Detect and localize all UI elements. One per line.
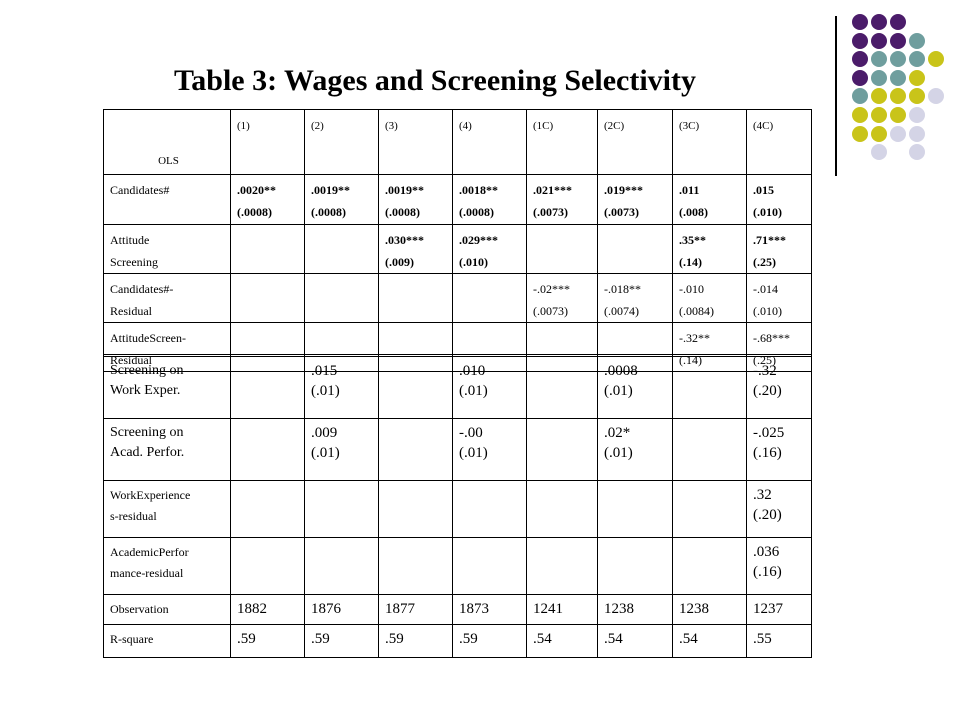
- table-cell: [453, 274, 527, 323]
- table-cell: -.010 (.0084): [673, 274, 747, 323]
- decorative-divider: [835, 16, 837, 176]
- table-cell: [379, 538, 453, 595]
- decorative-dot: [890, 33, 906, 49]
- table-cell: .54: [527, 625, 598, 658]
- table-cell: 1873: [453, 595, 527, 625]
- row-label: Candidates#- Residual: [104, 274, 231, 323]
- decorative-dot: [871, 33, 887, 49]
- table-cell: .59: [231, 625, 305, 658]
- header-corner-ols: OLS: [104, 110, 231, 175]
- decorative-dot: [852, 88, 868, 104]
- decorative-dot: [852, 70, 868, 86]
- row-label: Attitude Screening: [104, 225, 231, 274]
- table-cell: .54: [598, 625, 673, 658]
- row-label: AcademicPerfor mance-residual: [104, 538, 231, 595]
- table-cell: .59: [305, 625, 379, 658]
- table-cell: .036 (.16): [747, 538, 812, 595]
- row-label: Screening on Acad. Perfor.: [104, 419, 231, 481]
- table-row: [104, 538, 812, 595]
- table-row: [104, 625, 812, 658]
- table-cell: [598, 225, 673, 274]
- column-header: (3): [379, 110, 453, 175]
- row-label: Observation: [104, 595, 231, 625]
- table-row: [104, 175, 812, 225]
- table-cell: [305, 538, 379, 595]
- table-cell: [673, 481, 747, 538]
- decorative-dot: [852, 14, 868, 30]
- table-cell: .35** (.14): [673, 225, 747, 274]
- table-cell: .010 (.01): [453, 356, 527, 419]
- table-cell: [379, 481, 453, 538]
- column-header: (4): [453, 110, 527, 175]
- table-cell: [453, 538, 527, 595]
- decorative-dot: [871, 126, 887, 142]
- decorative-dot: [890, 88, 906, 104]
- decorative-dot: [909, 51, 925, 67]
- table-row: [104, 419, 812, 481]
- table-header-row: [104, 110, 812, 175]
- table-cell: .0018** (.0008): [453, 175, 527, 225]
- row-label: Screening on Work Exper.: [104, 356, 231, 419]
- table-cell: [527, 481, 598, 538]
- table-cell: -.68*** (.25): [747, 323, 812, 372]
- decorative-dot: [909, 88, 925, 104]
- row-label: WorkExperience s-residual: [104, 481, 231, 538]
- table-cell: [673, 419, 747, 481]
- row-label: Candidates#: [104, 175, 231, 225]
- column-header: (3C): [673, 110, 747, 175]
- column-header: (4C): [747, 110, 812, 175]
- table-cell: .0019** (.0008): [379, 175, 453, 225]
- table-cell: .59: [379, 625, 453, 658]
- table-cell: [598, 481, 673, 538]
- table-cell: [527, 225, 598, 274]
- table-cell: -.02*** (.0073): [527, 274, 598, 323]
- row-label: R-square: [104, 625, 231, 658]
- table-cell: .015 (.010): [747, 175, 812, 225]
- decorative-dot: [909, 70, 925, 86]
- table-cell: .019*** (.0073): [598, 175, 673, 225]
- table-cell: 1237: [747, 595, 812, 625]
- table-cell: .71*** (.25): [747, 225, 812, 274]
- table-row: [104, 356, 812, 419]
- table-cell: 1238: [598, 595, 673, 625]
- decorative-dot: [890, 126, 906, 142]
- decorative-dot: [890, 14, 906, 30]
- column-header: (1): [231, 110, 305, 175]
- table-cell: [598, 538, 673, 595]
- slide-title: Table 3: Wages and Screening Selectivity: [174, 64, 696, 97]
- table-cell: 1241: [527, 595, 598, 625]
- table-cell: .021*** (.0073): [527, 175, 598, 225]
- table-cell: -.00 (.01): [453, 419, 527, 481]
- table-cell: [379, 356, 453, 419]
- table-cell: [379, 274, 453, 323]
- decorative-dot: [871, 70, 887, 86]
- decorative-dot: [890, 70, 906, 86]
- table-cell: .009 (.01): [305, 419, 379, 481]
- table-cell: [231, 356, 305, 419]
- table-cell: [231, 274, 305, 323]
- table-cell: .0019** (.0008): [305, 175, 379, 225]
- regression-table-bottom: [103, 354, 812, 658]
- table-cell: .011 (.008): [673, 175, 747, 225]
- table-cell: .54: [673, 625, 747, 658]
- table-cell: -.025 (.16): [747, 419, 812, 481]
- table-cell: .59: [453, 625, 527, 658]
- table-cell: -.018** (.0074): [598, 274, 673, 323]
- table-cell: -.014 (.010): [747, 274, 812, 323]
- table-cell: -.32 (.20): [747, 356, 812, 419]
- table-cell: [231, 419, 305, 481]
- table-row: [104, 225, 812, 274]
- table-row: [104, 481, 812, 538]
- decorative-dot: [909, 144, 925, 160]
- table-cell: [527, 419, 598, 481]
- table-cell: [305, 274, 379, 323]
- decorative-dot: [928, 88, 944, 104]
- decorative-dot: [890, 51, 906, 67]
- table-cell: [527, 538, 598, 595]
- table-cell: [231, 225, 305, 274]
- table-row: [104, 595, 812, 625]
- table-cell: -.32** (.14): [673, 323, 747, 372]
- table-cell: [379, 419, 453, 481]
- regression-table-top: [103, 109, 812, 372]
- decorative-dot: [871, 14, 887, 30]
- table-cell: [673, 356, 747, 419]
- decorative-dot: [871, 144, 887, 160]
- table-cell: [231, 538, 305, 595]
- column-header: (2): [305, 110, 379, 175]
- table-cell: [231, 481, 305, 538]
- table-cell: .02* (.01): [598, 419, 673, 481]
- table-cell: .0008 (.01): [598, 356, 673, 419]
- table-cell: .030*** (.009): [379, 225, 453, 274]
- table-cell: 1877: [379, 595, 453, 625]
- row-label: AttitudeScreen- Residual: [104, 323, 231, 372]
- decorative-dot: [871, 51, 887, 67]
- decorative-dot: [909, 126, 925, 142]
- table-cell: 1238: [673, 595, 747, 625]
- decorative-dot: [871, 107, 887, 123]
- decorative-dot: [852, 126, 868, 142]
- decorative-dot: [928, 51, 944, 67]
- decorative-dot: [909, 33, 925, 49]
- decorative-dot: [852, 33, 868, 49]
- decorative-dot: [890, 107, 906, 123]
- table-cell: .0020** (.0008): [231, 175, 305, 225]
- table-cell: [527, 356, 598, 419]
- decorative-dot: [909, 107, 925, 123]
- decorative-dot: [871, 88, 887, 104]
- table-cell: 1876: [305, 595, 379, 625]
- decorative-dot: [852, 107, 868, 123]
- table-cell: [673, 538, 747, 595]
- table-cell: [305, 225, 379, 274]
- table-cell: .32 (.20): [747, 481, 812, 538]
- table-row: [104, 274, 812, 323]
- column-header: (1C): [527, 110, 598, 175]
- table-cell: 1882: [231, 595, 305, 625]
- table-cell: [453, 481, 527, 538]
- table-cell: [305, 481, 379, 538]
- table-cell: .55: [747, 625, 812, 658]
- table-cell: .015 (.01): [305, 356, 379, 419]
- column-header: (2C): [598, 110, 673, 175]
- table-cell: .029*** (.010): [453, 225, 527, 274]
